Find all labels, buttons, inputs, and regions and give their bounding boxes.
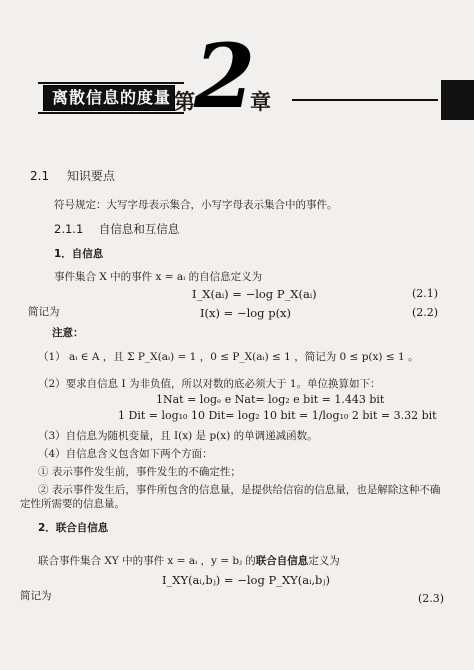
equation-number-2-1: (2.1) (412, 287, 439, 300)
unit-conversion-nat: 1Nat = logₑ e Nat= log₂ e bit = 1.443 bit (156, 393, 385, 406)
header-rule (292, 99, 438, 101)
item2-def-start: 联合事件集合 XY 中的事件 x = aᵢ ，y = bⱼ 的 (38, 555, 256, 567)
chapter-suffix: 章 (250, 90, 271, 114)
equation-number-2-3: (2.3) (418, 592, 445, 605)
unit-conversion-dit: 1 Dit = log₁₀ 10 Dit= log₂ 10 bit = 1/log₁₀ 2 bit = 3.32 bit (118, 409, 437, 422)
section-heading (30, 167, 115, 184)
chapter-title: 离散信息的度量 (52, 88, 172, 107)
equation-2-2: I(x) = −log p(x) (200, 306, 292, 320)
meaning-1: ① 表示事件发生前，事件发生的不确定性； (38, 466, 241, 478)
equation-2-3: I_XY(aᵢ,bⱼ) = −log P_XY(aᵢ,bⱼ) (162, 573, 330, 587)
section-number: 2.1 (30, 169, 50, 183)
item2-heading: 2．联合自信息 (38, 522, 109, 534)
note-2: （2）要求自信息 I 为非负值，所以对数的底必须大于 1。单位换算如下： (38, 378, 381, 390)
shorthand-label-2: 简记为 (20, 590, 52, 602)
chapter-number: 2 (194, 24, 256, 128)
item1-heading: 1．自信息 (54, 248, 104, 260)
item2-def-end: 定义为 (308, 555, 340, 567)
equation-number-2-2: (2.2) (412, 306, 439, 319)
note-label: 注意： (52, 327, 84, 339)
subsection-number: 2.1.1 (54, 222, 84, 236)
subsection-title: 自信息和互信息 (98, 222, 180, 236)
subsection-heading (54, 221, 179, 237)
meaning-2: ② 表示事件发生后，事件所包含的信息量，是提供给信宿的信息量，也是解除这种不确 (38, 484, 441, 496)
chapter-prefix: 第 (174, 90, 195, 114)
meaning-2-cont: 定性所需要的信息量。 (20, 498, 125, 510)
chapter-title-banner (44, 86, 174, 110)
item2-def-term: 联合自信息 (255, 555, 309, 567)
notation-rule: 符号规定：大写字母表示集合，小写字母表示集合中的事件。 (54, 199, 338, 211)
item2-definition (38, 553, 340, 568)
section-title: 知识要点 (66, 169, 115, 183)
equation-2-1: I_X(aᵢ) = −log P_X(aᵢ) (192, 287, 317, 301)
note-1: （1） aᵢ ∈ A ，且 Σ P_X(aᵢ) = 1 ，0 ≤ P_X(aᵢ) ≤ 1 ，简记为 0 ≤ p(x) ≤ 1 。 (38, 351, 419, 363)
note-3: （3）自信息为随机变量，且 I(x) 是 p(x) 的单调递减函数。 (38, 430, 318, 442)
shorthand-label: 简记为 (28, 306, 60, 318)
chapter-edge-tab (441, 80, 474, 120)
item1-definition: 事件集合 X 中的事件 x = aᵢ 的自信息定义为 (54, 271, 263, 283)
note-4: （4）自信息含义包含如下两个方面： (38, 448, 213, 460)
